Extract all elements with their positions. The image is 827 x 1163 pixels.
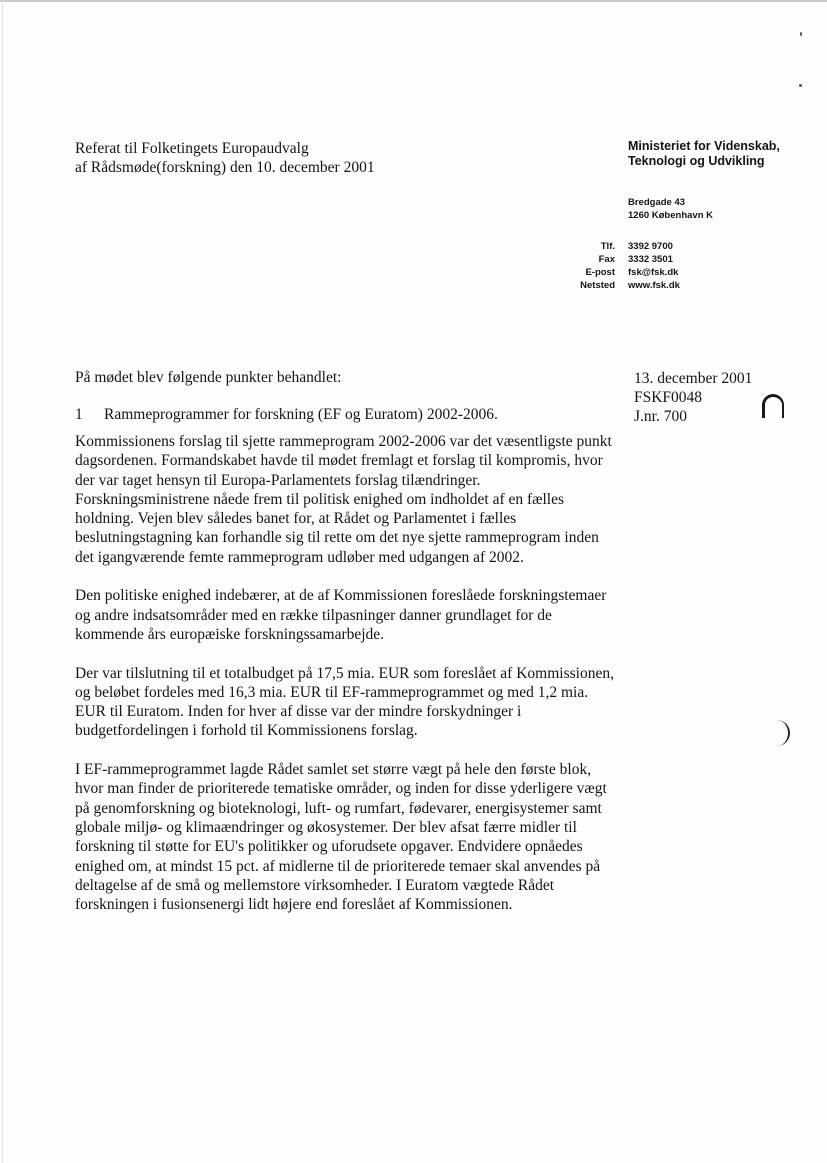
paragraph: Der var tilslutning til et totalbudget på 17,5 mia. EUR som foreslået af Kommissionen, og beløbet fordeles med 16,3 mia. EUR til EF-rammeprogrammet og med 1,2 mia. EUR til Euratom. Inden for hver af disse var der mindre forskydninger i budgetfordelingen i forhold til Kommissionens forslag. (75, 664, 614, 740)
handwritten-paren-mark (776, 720, 790, 746)
address-street: Bredgade 43 (628, 197, 686, 208)
contact-website[interactable]: www.fsk.dk (628, 280, 680, 291)
meta-journal: J.nr. 700 (634, 408, 687, 425)
paragraph: I EF-rammeprogrammet lagde Rådet samlet set større vægt på hele den første blok, hvor man finder de prioriterede tematiske områder, og inden for disse yderligere vægt på genomforskning og bioteknologi, luft- og rumfart, fødevarer, energisystemer samt globale miljø- og klimaændringer og økosystemer. Der blev afsat færre midler til forskning til støtte for EU's politikker og uforudsete opgaver. Endvidere opnåedes enighed om, at mindst 15 pct. af midlerne til de prioriterede temaer skal anvendes på deltagelse af de små og mellemstore virksomheder. I Euratom vægtede Rådet forskningen i fusionsenergi lidt højere end foreslået af Kommissionen. (75, 761, 607, 914)
scan-edge-top (0, 0, 827, 2)
contact-phone: 3392 9700 (628, 241, 673, 252)
contact-fax: 3332 3501 (628, 254, 673, 265)
contact-values (628, 240, 680, 292)
scan-speck (799, 84, 802, 87)
intro-text: På mødet blev følgende punkter behandlet: (75, 369, 342, 386)
body-text (75, 432, 615, 934)
ministry-address (628, 197, 713, 222)
handwritten-arc-mark (762, 394, 784, 418)
paragraph: Kommissionens forslag til sjette rammeprogram 2002-2006 var det væsentligste punkt dagsordenen. Formandskabet havde til mødet fremlagt et forslag til kompromis, hvor der var taget hensyn til Europa-Parlamentets forslag tilændringer. Forskningsministrene nåede frem til politisk enighed om indholdet af en fælles holdning. Vejen blev således banet for, at Rådet og Parlamentet i fælles beslutningstagning kan forhandle sig til rette om det nye sjette rammeprogram inden det igangværende femte rammeprogram udløber med udgangen af 2002. (75, 433, 612, 566)
document-meta (634, 369, 752, 426)
contact-label-fax: Fax (598, 254, 615, 265)
address-city: 1260 København K (628, 209, 713, 221)
meta-code: FSKF0048 (634, 389, 703, 406)
contact-label-email: E-post (585, 267, 615, 278)
contact-email[interactable]: fsk@fsk.dk (628, 267, 679, 278)
title-line-2: af Rådsmøde(forskning) den 10. december 2001 (75, 159, 375, 176)
item-title: Rammeprogrammer for forskning (EF og Euratom) 2002-2006. (104, 406, 498, 423)
contact-label-website: Netsted (580, 280, 615, 291)
scan-edge-left (2, 0, 3, 1163)
scan-speck (800, 32, 802, 36)
meta-date: 13. december 2001 (634, 370, 753, 387)
paragraph: Den politiske enighed indebærer, at de af Kommissionen foreslåede forskningstemaer og andre indsatsområder med en række tilpasninger danner grundlaget for de kommende års europæiske forskningssamarbejde. (75, 587, 607, 643)
ministry-name: Ministeriet for Videnskab, Teknologi og Udvikling (628, 139, 780, 168)
title-line-1: Referat til Folketingets Europaudvalg (75, 140, 309, 157)
document-title (75, 139, 375, 177)
item-heading (75, 406, 498, 424)
item-number: 1 (75, 406, 83, 423)
contact-label-phone: Tlf. (600, 241, 615, 252)
contact-labels (535, 240, 615, 292)
